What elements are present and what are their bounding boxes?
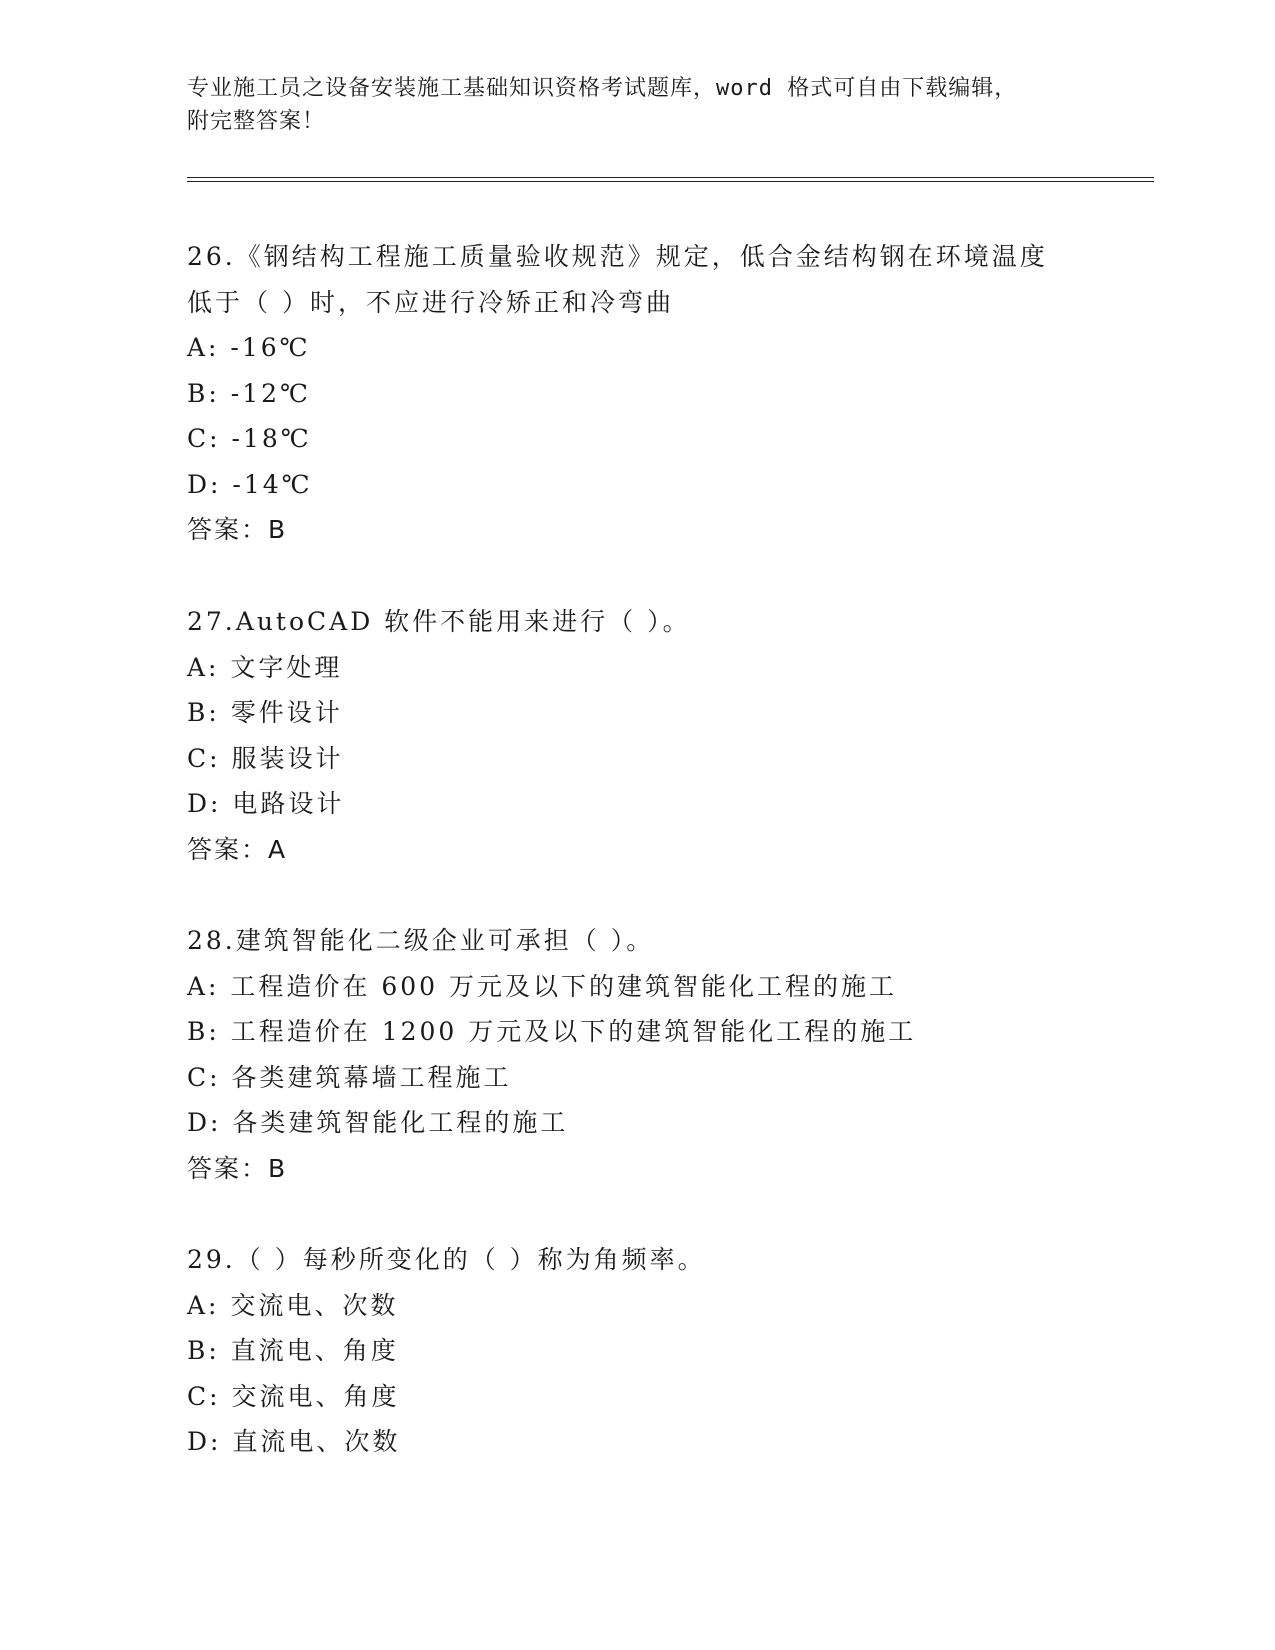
option-d: D: -14℃ — [187, 469, 313, 499]
option-c: C: 服装设计 — [187, 743, 344, 773]
option-b: B: 直流电、角度 — [187, 1336, 399, 1365]
question-stem-line: 28.建筑智能化二级企业可承担（ ）。 — [187, 926, 655, 955]
question-stem-line: 29.（ ）每秒所变化的（ ）称为角频率。 — [187, 1245, 706, 1274]
option-c: C: 交流电、角度 — [187, 1381, 400, 1411]
question-stem-line: 27.AutoCAD 软件不能用来进行（ ）。 — [187, 607, 691, 636]
answer-line: 答案：B — [187, 1153, 288, 1183]
option-b: B: 工程造价在 1200 万元及以下的建筑智能化工程的施工 — [187, 1017, 917, 1046]
option-d: D: 各类建筑智能化工程的施工 — [187, 1108, 569, 1137]
header-line-1: 专业施工员之设备安装施工基础知识资格考试题库，word 格式可自由下载编辑， — [187, 76, 1018, 101]
option-b: B: -12℃ — [187, 378, 311, 408]
option-d: D: 直流电、次数 — [187, 1427, 401, 1456]
header-divider-bottom — [187, 181, 1154, 182]
option-b: B: 零件设计 — [187, 698, 343, 727]
header-divider-top — [187, 177, 1154, 178]
option-d: D: 电路设计 — [187, 789, 345, 818]
answer-line: 答案：B — [187, 515, 288, 544]
option-c: C: -18℃ — [187, 424, 312, 453]
option-c: C: 各类建筑幕墙工程施工 — [187, 1062, 512, 1092]
option-a: A: 文字处理 — [187, 652, 343, 682]
question-29 — [187, 1237, 1087, 1465]
question-27 — [187, 599, 1087, 872]
answer-line: 答案：A — [187, 834, 288, 864]
question-26 — [187, 234, 1087, 553]
option-a: A: 交流电、次数 — [187, 1290, 399, 1320]
question-stem-line: 26.《钢结构工程施工质量验收规范》规定，低合金结构钢在环境温度 — [187, 242, 1048, 271]
document-header — [187, 72, 1087, 138]
question-stem-line: 低于（ ）时，不应进行冷矫正和冷弯曲 — [187, 287, 674, 317]
option-a: A: 工程造价在 600 万元及以下的建筑智能化工程的施工 — [187, 971, 898, 1001]
option-a: A: -16℃ — [187, 333, 311, 362]
question-28 — [187, 918, 1087, 1191]
header-line-2: 附完整答案！ — [187, 109, 326, 134]
